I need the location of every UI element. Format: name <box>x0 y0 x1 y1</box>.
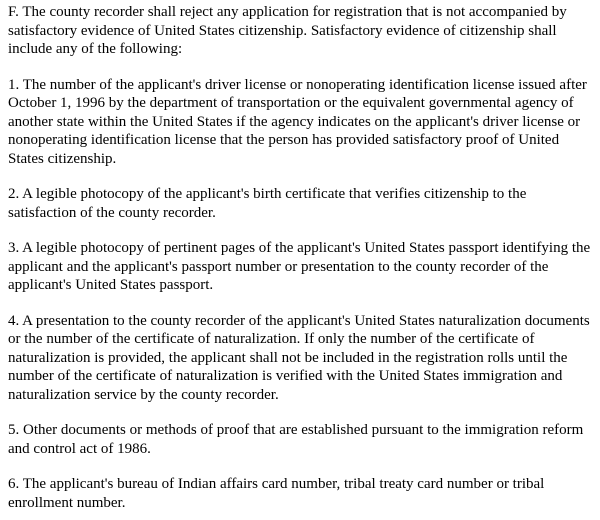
item-4-paragraph: 4. A presentation to the county recorder of the applicant's United States naturalization documents or the number of the certificate of naturalization. If only the number of the certificate of naturalization is provided, the applicant shall not be included in the registration rolls until the number of the certificate of naturalization is verified with the United States immigration and naturalization service by the county recorder. <box>8 312 590 403</box>
item-6-paragraph: 6. The applicant's bureau of Indian affairs card number, tribal treaty card number or tribal enrollment number. <box>8 476 545 511</box>
item-3-paragraph: 3. A legible photocopy of pertinent pages of the applicant's United States passport identifying the applicant and the applicant's passport number or presentation to the county recorder of the applicant's United States passport. <box>8 240 591 293</box>
item-5-paragraph: 5. Other documents or methods of proof that are established pursuant to the immigration reform and control act of 1986. <box>8 422 584 457</box>
intro-paragraph: F. The county recorder shall reject any application for registration that is not accompanied by satisfactory evidence of United States citizenship. Satisfactory evidence of citizenship shall include any of the following: <box>8 4 567 57</box>
item-2-paragraph: 2. A legible photocopy of the applicant's birth certificate that verifies citizenship to the satisfaction of the county recorder. <box>8 186 527 221</box>
item-1-paragraph: 1. The number of the applicant's driver license or nonoperating identification license issued after October 1, 1996 by the department of transportation or the equivalent governmental agency of another state within the United States if the agency indicates on the applicant's driver license or nonoperating identification license that the person has provided satisfactory proof of United States citizenship. <box>8 76 587 167</box>
